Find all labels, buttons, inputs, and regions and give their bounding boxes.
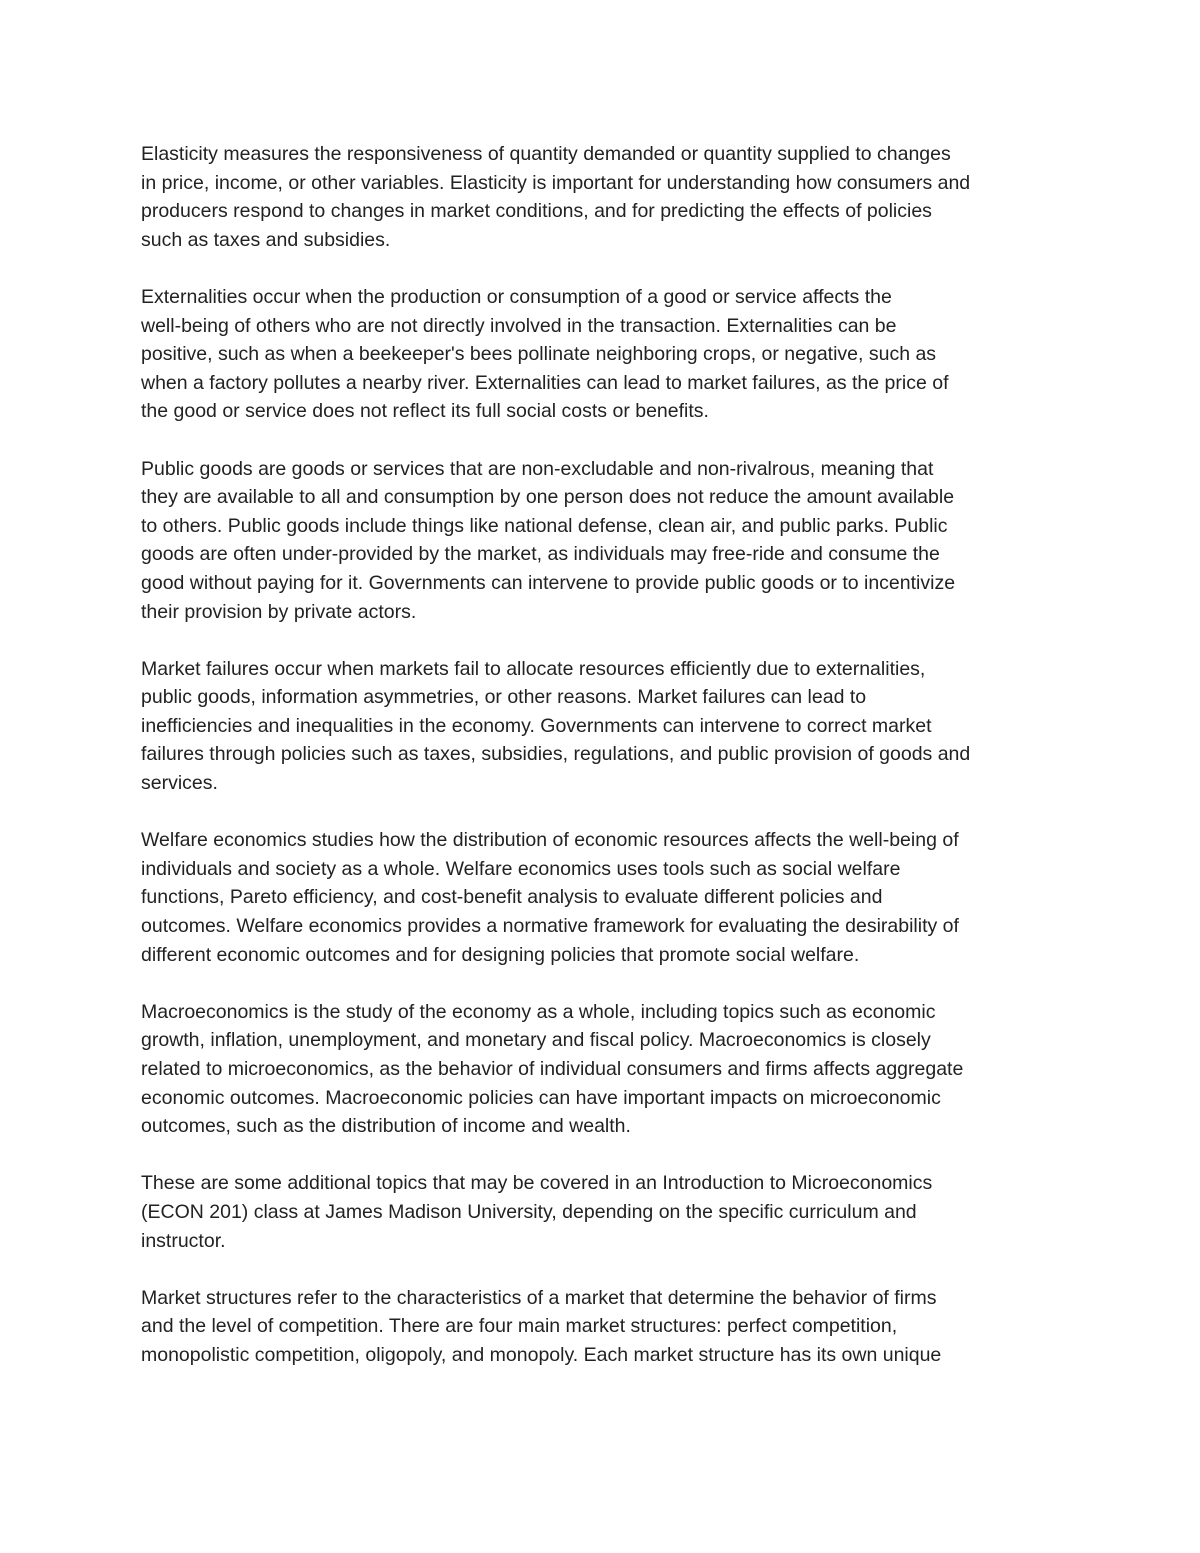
text-line: goods are often under-provided by the market, as individuals may free-ride and consume the — [141, 543, 940, 566]
text-line: outcomes. Welfare economics provides a normative framework for evaluating the desirability of — [141, 915, 959, 938]
paragraph-externalities — [141, 283, 1071, 426]
paragraph-public-goods — [141, 455, 1071, 627]
text-line: These are some additional topics that may be covered in an Introduction to Microeconomics — [141, 1172, 933, 1195]
text-line: producers respond to changes in market conditions, and for predicting the effects of policies — [141, 200, 932, 223]
paragraph-additional-topics — [141, 1169, 1071, 1255]
text-line: Welfare economics studies how the distribution of economic resources affects the well-being of — [141, 829, 959, 852]
paragraph-market-structures — [141, 1284, 1071, 1370]
text-line: instructor. — [141, 1229, 226, 1252]
text-line: their provision by private actors. — [141, 600, 417, 623]
paragraph-elasticity — [141, 140, 1071, 254]
text-line: Macroeconomics is the study of the economy as a whole, including topics such as economic — [141, 1000, 936, 1023]
text-line: Market structures refer to the characteristics of a market that determine the behavior of firms — [141, 1286, 937, 1309]
paragraph-macroeconomics — [141, 998, 1071, 1141]
paragraph-market-failures — [141, 655, 1071, 798]
text-line: functions, Pareto efficiency, and cost-benefit analysis to evaluate different policies and — [141, 886, 883, 909]
text-line: public goods, information asymmetries, or other reasons. Market failures can lead to — [141, 686, 867, 709]
text-line: positive, such as when a beekeeper's bees pollinate neighboring crops, or negative, such as — [141, 343, 937, 366]
text-line: (ECON 201) class at James Madison University, depending on the specific curriculum and — [141, 1200, 917, 1223]
text-line: when a factory pollutes a nearby river. Externalities can lead to market failures, as the price of — [141, 371, 949, 394]
text-line: different economic outcomes and for designing policies that promote social welfare. — [141, 943, 860, 966]
paragraph-welfare-economics — [141, 826, 1071, 969]
text-line: economic outcomes. Macroeconomic policies can have important impacts on microeconomic — [141, 1086, 941, 1109]
text-line: outcomes, such as the distribution of income and wealth. — [141, 1115, 631, 1138]
text-line: individuals and society as a whole. Welfare economics uses tools such as social welfare — [141, 857, 901, 880]
text-line: inefficiencies and inequalities in the economy. Governments can intervene to correct market — [141, 714, 932, 737]
document-body — [141, 140, 1071, 1398]
text-line: Market failures occur when markets fail to allocate resources efficiently due to externalities, — [141, 657, 926, 680]
text-line: growth, inflation, unemployment, and monetary and fiscal policy. Macroeconomics is closely — [141, 1029, 931, 1052]
text-line: services. — [141, 772, 218, 795]
text-line: related to microeconomics, as the behavior of individual consumers and firms affects aggregate — [141, 1058, 964, 1080]
text-line: in price, income, or other variables. Elasticity is important for understanding how consumers and — [141, 171, 971, 194]
text-line: such as taxes and subsidies. — [141, 228, 391, 251]
text-line: Public goods are goods or services that are non-excludable and non-rivalrous, meaning that — [141, 457, 934, 480]
text-line: to others. Public goods include things like national defense, clean air, and public parks. Public — [141, 514, 948, 537]
text-line: good without paying for it. Governments can intervene to provide public goods or to incentivize — [141, 571, 956, 594]
text-line: the good or service does not reflect its full social costs or benefits. — [141, 400, 709, 423]
text-line: Elasticity measures the responsiveness of quantity demanded or quantity supplied to changes — [141, 143, 951, 165]
text-line: well-being of others who are not directly involved in the transaction. Externalities can be — [141, 314, 897, 337]
text-line: they are available to all and consumption by one person does not reduce the amount available — [141, 486, 955, 509]
text-line: failures through policies such as taxes, subsidies, regulations, and public provision of goods and — [141, 743, 971, 766]
text-line: Externalities occur when the production or consumption of a good or service affects the — [141, 285, 892, 308]
text-line: and the level of competition. There are four main market structures: perfect competition, — [141, 1315, 898, 1338]
text-line: monopolistic competition, oligopoly, and monopoly. Each market structure has its own unique — [141, 1343, 942, 1366]
